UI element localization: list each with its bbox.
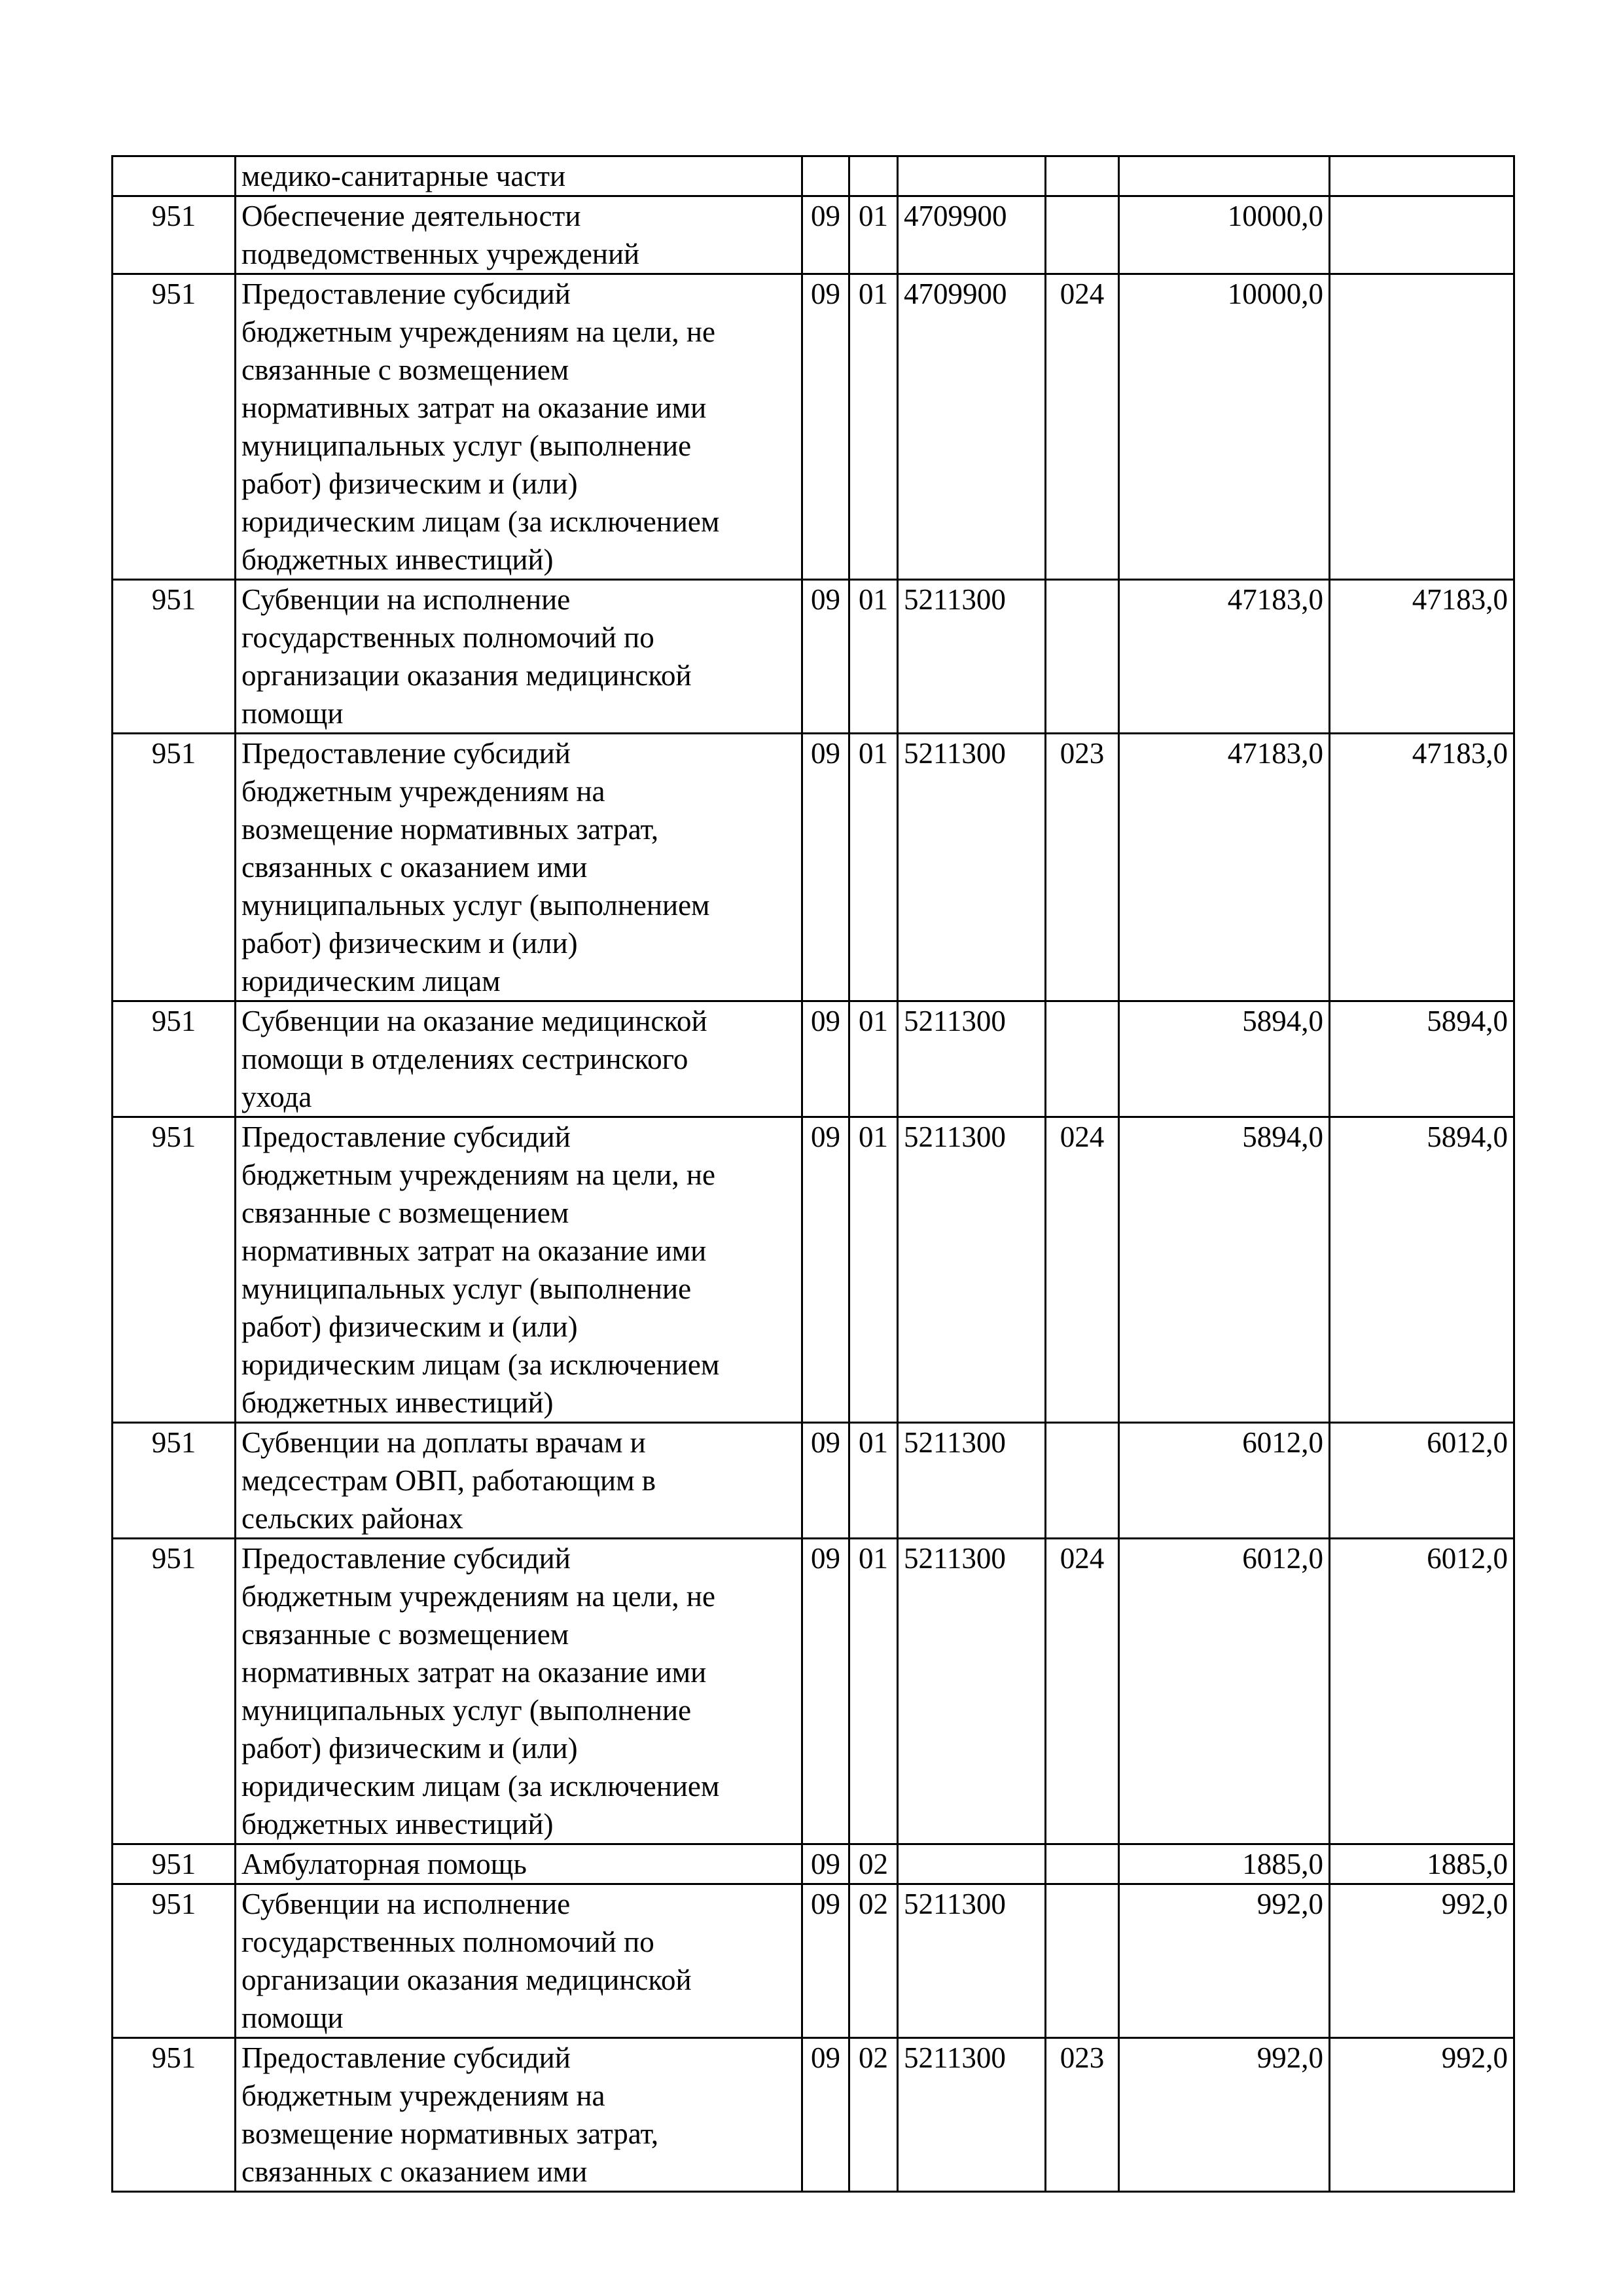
row-target-article-cell: 5211300	[898, 1423, 1046, 1539]
row-target-article-cell: 5211300	[898, 580, 1046, 734]
budget-table	[111, 155, 1515, 2193]
row-section-cell: 09	[802, 196, 849, 274]
row-amount-cell: 10000,0	[1119, 274, 1330, 580]
row-subvention-amount-cell: 5894,0	[1330, 1001, 1514, 1117]
row-expense-type-cell	[1046, 580, 1119, 734]
row-amount-cell: 992,0	[1119, 1884, 1330, 2038]
row-target-article-cell: 4709900	[898, 274, 1046, 580]
row-name-cell: Субвенции на исполнение государственных полномочий по организации оказания медицинской помощи	[236, 580, 802, 734]
row-amount-cell: 992,0	[1119, 2038, 1330, 2192]
row-name-cell: Субвенции на доплаты врачам и медсестрам ОВП, работающим в сельских районах	[236, 1423, 802, 1539]
row-subvention-amount-cell: 992,0	[1330, 2038, 1514, 2192]
row-code-cell: 951	[113, 274, 236, 580]
table-row	[113, 580, 1514, 734]
row-subsection-cell: 01	[849, 1001, 898, 1117]
table-row	[113, 274, 1514, 580]
row-amount-cell: 10000,0	[1119, 196, 1330, 274]
row-expense-type-cell	[1046, 1001, 1119, 1117]
row-name-cell: Субвенции на оказание медицинской помощи в отделениях сестринского ухода	[236, 1001, 802, 1117]
table-row	[113, 1844, 1514, 1884]
row-amount-cell: 5894,0	[1119, 1001, 1330, 1117]
row-code-cell: 951	[113, 1884, 236, 2038]
row-subvention-amount-cell: 47183,0	[1330, 580, 1514, 734]
row-expense-type-cell: 024	[1046, 1539, 1119, 1844]
row-name-cell: медико-санитарные части	[236, 156, 802, 196]
table-row	[113, 1539, 1514, 1844]
row-code-cell: 951	[113, 1001, 236, 1117]
row-subsection-cell: 01	[849, 274, 898, 580]
row-target-article-cell: 5211300	[898, 1884, 1046, 2038]
row-target-article-cell	[898, 156, 1046, 196]
row-section-cell: 09	[802, 1117, 849, 1423]
row-subsection-cell: 01	[849, 196, 898, 274]
row-code-cell: 951	[113, 1423, 236, 1539]
row-code-cell: 951	[113, 196, 236, 274]
row-section-cell: 09	[802, 1844, 849, 1884]
row-expense-type-cell	[1046, 1844, 1119, 1884]
row-section-cell: 09	[802, 1884, 849, 2038]
row-code-cell: 951	[113, 1539, 236, 1844]
row-code-cell: 951	[113, 2038, 236, 2192]
row-name-cell: Предоставление субсидий бюджетным учреждениям на цели, не связанные с возмещением нормативных затрат на оказание ими муниципальных услуг (выполнение работ) физическим и (или) юридическим лицам (за исключением бюджетных инвестиций)	[236, 274, 802, 580]
row-name-cell: Предоставление субсидий бюджетным учреждениям на цели, не связанные с возмещением нормативных затрат на оказание ими муниципальных услуг (выполнение работ) физическим и (или) юридическим лицам (за исключением бюджетных инвестиций)	[236, 1117, 802, 1423]
row-subvention-amount-cell: 6012,0	[1330, 1539, 1514, 1844]
table-row	[113, 196, 1514, 274]
row-amount-cell: 47183,0	[1119, 734, 1330, 1001]
row-section-cell	[802, 156, 849, 196]
row-amount-cell: 47183,0	[1119, 580, 1330, 734]
row-subsection-cell: 02	[849, 1884, 898, 2038]
row-code-cell: 951	[113, 734, 236, 1001]
row-expense-type-cell	[1046, 1423, 1119, 1539]
row-subvention-amount-cell: 992,0	[1330, 1884, 1514, 2038]
row-subvention-amount-cell	[1330, 274, 1514, 580]
row-subvention-amount-cell	[1330, 156, 1514, 196]
row-target-article-cell	[898, 1844, 1046, 1884]
row-name-cell: Обеспечение деятельности подведомственных учреждений	[236, 196, 802, 274]
row-name-cell: Предоставление субсидий бюджетным учреждениям на возмещение нормативных затрат, связанных с оказанием ими	[236, 2038, 802, 2192]
table-row	[113, 1117, 1514, 1423]
row-amount-cell: 1885,0	[1119, 1844, 1330, 1884]
row-subvention-amount-cell: 1885,0	[1330, 1844, 1514, 1884]
row-expense-type-cell	[1046, 1884, 1119, 2038]
row-amount-cell: 6012,0	[1119, 1539, 1330, 1844]
row-target-article-cell: 5211300	[898, 1001, 1046, 1117]
row-subsection-cell: 01	[849, 1539, 898, 1844]
row-section-cell: 09	[802, 1539, 849, 1844]
row-code-cell: 951	[113, 580, 236, 734]
row-expense-type-cell: 024	[1046, 274, 1119, 580]
row-subsection-cell: 01	[849, 1423, 898, 1539]
row-amount-cell: 6012,0	[1119, 1423, 1330, 1539]
row-amount-cell: 5894,0	[1119, 1117, 1330, 1423]
row-section-cell: 09	[802, 734, 849, 1001]
row-subvention-amount-cell: 5894,0	[1330, 1117, 1514, 1423]
row-expense-type-cell	[1046, 196, 1119, 274]
table-row	[113, 2038, 1514, 2192]
row-subsection-cell: 01	[849, 580, 898, 734]
row-expense-type-cell: 023	[1046, 2038, 1119, 2192]
row-name-cell: Предоставление субсидий бюджетным учреждениям на возмещение нормативных затрат, связанных с оказанием ими муниципальных услуг (выполнением работ) физическим и (или) юридическим лицам	[236, 734, 802, 1001]
row-subsection-cell: 02	[849, 1844, 898, 1884]
row-target-article-cell: 5211300	[898, 734, 1046, 1001]
row-expense-type-cell	[1046, 156, 1119, 196]
row-subvention-amount-cell: 6012,0	[1330, 1423, 1514, 1539]
row-expense-type-cell: 023	[1046, 734, 1119, 1001]
row-code-cell: 951	[113, 1117, 236, 1423]
row-subsection-cell: 01	[849, 734, 898, 1001]
row-name-cell: Субвенции на исполнение государственных полномочий по организации оказания медицинской помощи	[236, 1884, 802, 2038]
row-target-article-cell: 5211300	[898, 1117, 1046, 1423]
row-section-cell: 09	[802, 1423, 849, 1539]
table-row	[113, 1884, 1514, 2038]
table-row	[113, 1423, 1514, 1539]
table-row	[113, 156, 1514, 196]
row-subsection-cell	[849, 156, 898, 196]
row-section-cell: 09	[802, 580, 849, 734]
row-code-cell: 951	[113, 1844, 236, 1884]
row-section-cell: 09	[802, 2038, 849, 2192]
table-row	[113, 1001, 1514, 1117]
row-subsection-cell: 01	[849, 1117, 898, 1423]
row-section-cell: 09	[802, 1001, 849, 1117]
table-row	[113, 734, 1514, 1001]
row-target-article-cell: 5211300	[898, 1539, 1046, 1844]
row-name-cell: Амбулаторная помощь	[236, 1844, 802, 1884]
row-subvention-amount-cell	[1330, 196, 1514, 274]
row-target-article-cell: 4709900	[898, 196, 1046, 274]
row-name-cell: Предоставление субсидий бюджетным учреждениям на цели, не связанные с возмещением нормативных затрат на оказание ими муниципальных услуг (выполнение работ) физическим и (или) юридическим лицам (за исключением бюджетных инвестиций)	[236, 1539, 802, 1844]
row-subvention-amount-cell: 47183,0	[1330, 734, 1514, 1001]
row-section-cell: 09	[802, 274, 849, 580]
row-target-article-cell: 5211300	[898, 2038, 1046, 2192]
row-expense-type-cell: 024	[1046, 1117, 1119, 1423]
row-subsection-cell: 02	[849, 2038, 898, 2192]
row-code-cell	[113, 156, 236, 196]
row-amount-cell	[1119, 156, 1330, 196]
